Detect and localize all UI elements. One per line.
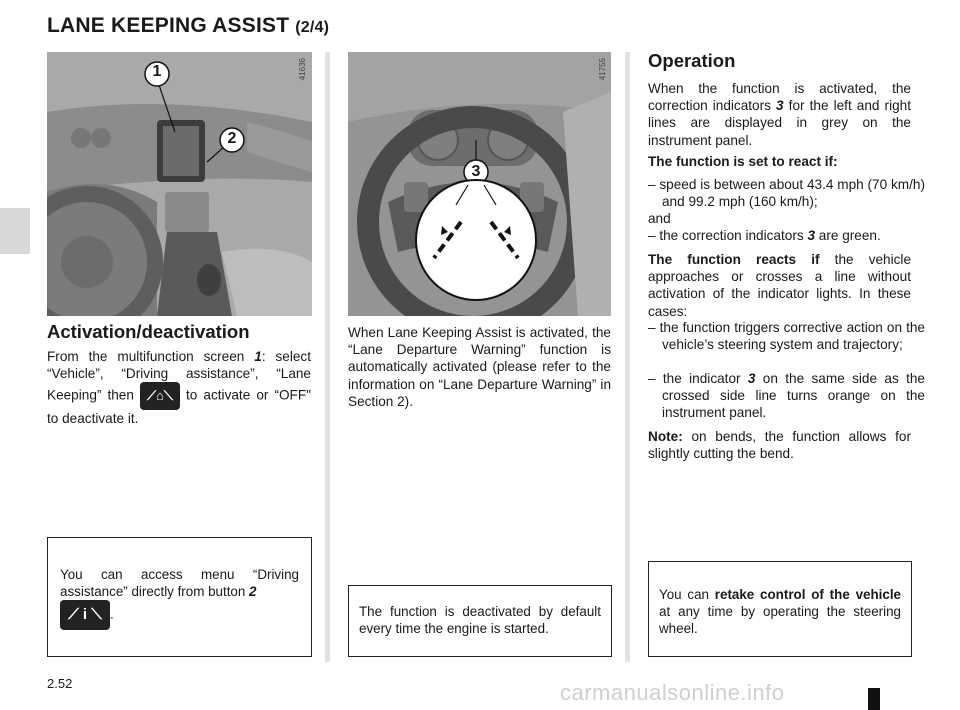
watermark: carmanualsonline.info [560, 680, 785, 705]
activation-info-paragraph: When Lane Keeping Assist is activated, the “Lane Departure Warning” function is automatically activated (please refer to the information on “Lane Departure Warning” in Section 2). [348, 325, 611, 409]
callout-3: 3 [471, 163, 481, 180]
callout-1: 1 [152, 63, 162, 80]
activation-heading: Activation/deactivation [47, 321, 250, 342]
page-number: 2.52 [47, 676, 73, 691]
reaction-indicator-orange: – the indicator 3 on the same side as the crossed side line turns orange on the instrument panel. [648, 371, 925, 421]
corner-tab-marker [868, 688, 880, 710]
section-tab-marker [0, 208, 30, 254]
function-reacts-paragraph: The function reacts if the vehicle approaches or crosses a line without activation of the indicator lights. In these cases: [648, 252, 912, 319]
lane-keeping-icon: ⟋⌂⟍ [140, 382, 180, 410]
note-box-driving-assistance: You can access menu “Driving assistance” directly from button 2 ⟋ i ⟍ . [47, 537, 312, 657]
operation-heading: Operation [648, 50, 736, 71]
note-box-retake-control: You can retake control of the vehicle at any time by operating the steering wheel. [648, 561, 912, 657]
photo-ref-middle: 41755 [598, 58, 607, 81]
title-part: (2/4) [295, 19, 330, 36]
activation-paragraph: From the multifunction screen 1: select “Vehicle”, “Driving assistance”, “Lane Keeping” then ⟋⌂⟍ to activate or “OFF" to deactivate it. [47, 349, 311, 427]
note-box-default-deactivated: The function is deactivated by default every time the engine is started. [348, 585, 612, 657]
column-divider-left [325, 52, 330, 662]
callout-2: 2 [227, 130, 237, 147]
dashboard-photo [47, 52, 312, 316]
operation-paragraph-1: When the function is activated, the correction indicators 3 for the left and right lines are displayed in grey on the instrument panel. [648, 81, 912, 148]
note-bends: Note: on bends, the function allows for slightly cutting the bend. [648, 429, 911, 462]
column-divider-right [625, 52, 630, 662]
page-title: LANE KEEPING ASSIST (2/4) [47, 14, 330, 37]
condition-indicators-green: – the correction indicators 3 are green. [648, 228, 881, 243]
react-condition-heading: The function is set to react if: [648, 154, 838, 169]
driving-assistance-button-icon: ⟋ i ⟍ [60, 600, 110, 630]
steering-wheel-photo [348, 52, 611, 316]
reaction-corrective-action: – the function triggers corrective action on the vehicle’s steering system and trajectory; [648, 320, 925, 353]
condition-speed: – speed is between about 43.4 mph (70 km/h) and 99.2 mph (160 km/h); [648, 177, 925, 210]
photo-ref-left: 41636 [298, 58, 307, 81]
condition-and: and [648, 211, 671, 226]
